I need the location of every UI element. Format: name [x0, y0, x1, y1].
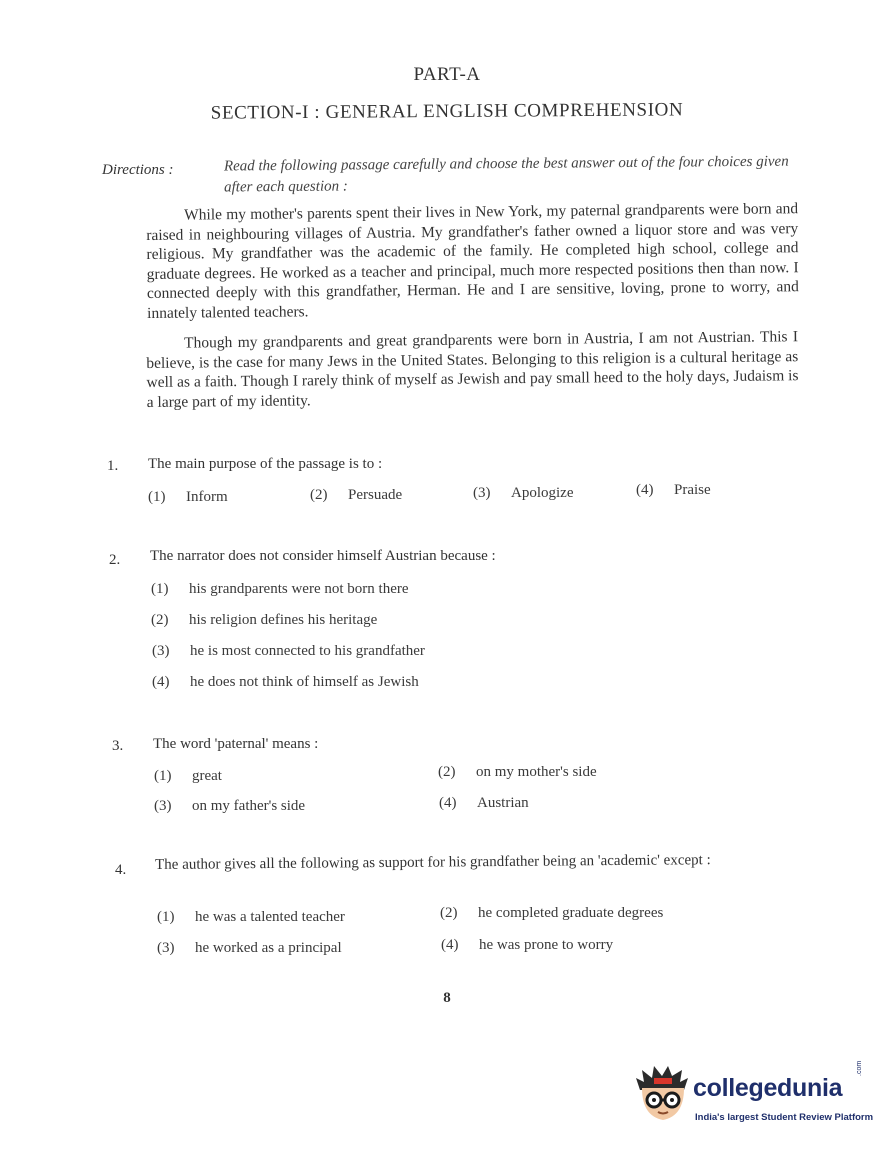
question-4-option-4[interactable] — [441, 937, 613, 954]
question-2-option-3[interactable] — [152, 643, 425, 660]
section-title: SECTION-I : GENERAL ENGLISH COMPREHENSION — [210, 99, 684, 124]
option-number: (2) — [438, 764, 456, 780]
part-title: PART-A — [413, 64, 481, 85]
directions-label: Directions : — [102, 162, 174, 178]
option-number: (1) — [151, 581, 169, 597]
question-3-text: The word 'paternal' means : — [153, 736, 319, 752]
brand-tagline: India's largest Student Review Platform — [695, 1112, 874, 1123]
option-number: (3) — [473, 485, 491, 501]
option-text: Praise — [674, 482, 711, 498]
option-text: Apologize — [511, 485, 574, 501]
option-number: (3) — [157, 940, 175, 956]
option-text: he was a talented teacher — [195, 909, 345, 925]
question-2-option-2[interactable] — [151, 612, 377, 629]
option-number: (3) — [152, 643, 170, 659]
option-text: he was prone to worry — [479, 937, 614, 953]
question-1-text: The main purpose of the passage is to : — [148, 456, 383, 472]
passage-paragraph-1: While my mother's parents spent their lives in New York, my paternal grandparents were born and raised in neighbouring villages of Austria. My grandfather's father owned a liquor store and was very religious. My grandfather was the academic of the family. He completed high school, college and graduate degrees. He worked as a teacher and principal, much more respected positions then than now. I connected deeply with this grandfather, Herman. He and I are sensitive, loving, prone to worry, and innately talented teachers. — [146, 200, 799, 322]
option-text: he worked as a principal — [195, 940, 342, 956]
question-2-option-1[interactable] — [151, 581, 409, 598]
question-1-number: 1. — [107, 458, 119, 474]
question-2-text: The narrator does not consider himself Austrian because : — [150, 548, 496, 564]
question-4-option-2[interactable] — [440, 905, 663, 922]
question-4-text: The author gives all the following as support for his grandfather being an 'academic' except : — [155, 852, 711, 873]
directions-text: Read the following passage carefully and choose the best answer out of the four choices given after each question : — [223, 153, 789, 196]
option-text: great — [192, 768, 222, 784]
option-text: on my mother's side — [476, 764, 597, 780]
brand-name: collegedunia — [693, 1074, 843, 1102]
option-text: Austrian — [477, 795, 529, 811]
question-3-option-1[interactable] — [154, 768, 222, 785]
option-number: (2) — [310, 487, 328, 503]
option-text: Inform — [186, 489, 228, 505]
question-2-option-4[interactable] — [152, 674, 419, 691]
question-4-number: 4. — [115, 862, 127, 878]
option-number: (4) — [152, 674, 170, 690]
brand-domain: .com — [856, 1060, 863, 1076]
option-text: his religion defines his heritage — [189, 612, 378, 628]
option-number: (1) — [157, 909, 175, 925]
question-1-option-4[interactable] — [636, 482, 711, 499]
question-3-option-2[interactable] — [438, 764, 597, 781]
option-number: (3) — [154, 798, 172, 814]
question-3-number: 3. — [112, 738, 124, 754]
question-3-option-4[interactable] — [439, 795, 529, 812]
option-text: his grandparents were not born there — [189, 581, 409, 597]
question-1-option-3[interactable] — [473, 485, 573, 502]
option-text: he is most connected to his grandfather — [190, 643, 425, 659]
collegedunia-mascot-icon — [632, 1064, 694, 1128]
question-1-option-1[interactable] — [148, 489, 228, 506]
option-number: (2) — [151, 612, 169, 628]
option-number: (2) — [440, 905, 458, 921]
question-4-option-3[interactable] — [157, 940, 342, 957]
option-number: (1) — [154, 768, 172, 784]
option-text: he does not think of himself as Jewish — [190, 674, 419, 690]
passage-paragraph-2: Though my grandparents and great grandparents were born in Austria, I am not Austrian. This I believe, is the case for many Jews in the United States. Belonging to this religion is a cultural heritage as well as a faith. Though I rarely think of myself as Jewish and pay small heed to the holy days, Judaism is a large part of my identity. — [146, 328, 799, 411]
page-number: 8 — [443, 990, 451, 1006]
option-text: on my father's side — [192, 798, 306, 814]
option-number: (4) — [441, 937, 459, 953]
question-4-option-1[interactable] — [157, 909, 345, 926]
option-number: (4) — [636, 482, 654, 498]
question-2-number: 2. — [109, 552, 121, 568]
option-text: Persuade — [348, 487, 403, 503]
option-text: he completed graduate degrees — [478, 905, 664, 921]
option-number: (4) — [439, 795, 457, 811]
option-number: (1) — [148, 489, 166, 505]
question-1-option-2[interactable] — [310, 487, 402, 504]
question-3-option-3[interactable] — [154, 798, 305, 815]
